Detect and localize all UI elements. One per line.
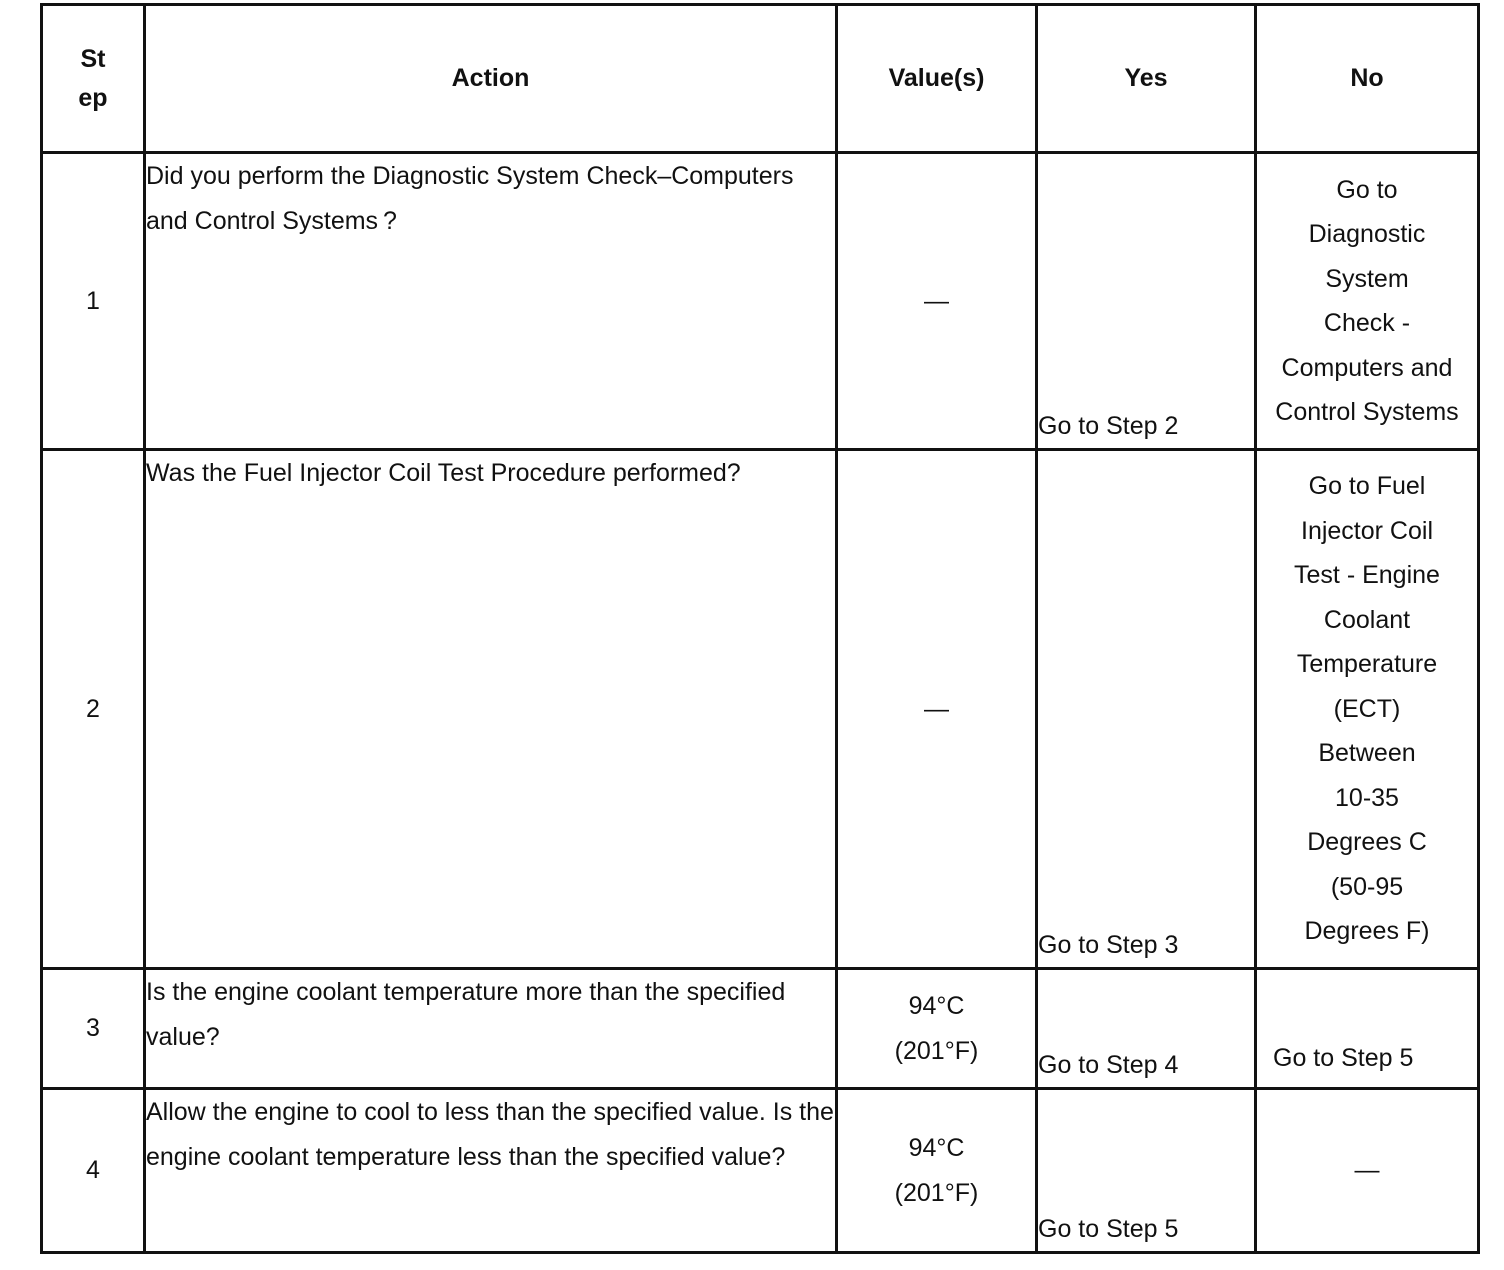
step-number: 3 xyxy=(42,969,145,1089)
header-values: Value(s) xyxy=(837,5,1037,153)
value-cell xyxy=(837,969,1037,1089)
action-text: Allow the engine to cool to less than the specified value. Is the engine coolant temperature less than the specified value? xyxy=(145,1089,837,1253)
no-line: Between xyxy=(1318,739,1416,768)
table-row xyxy=(42,1089,1479,1253)
step-number: 4 xyxy=(42,1089,145,1253)
value-celsius: 94°C xyxy=(908,1134,965,1162)
no-line: System xyxy=(1325,264,1409,293)
no-cell xyxy=(1256,450,1479,969)
value-cell: — xyxy=(837,153,1037,450)
header-step-line2: ep xyxy=(78,83,108,112)
no-cell: — xyxy=(1256,1089,1479,1253)
no-line: Control Systems xyxy=(1275,398,1459,426)
value-cell: — xyxy=(837,450,1037,969)
no-line: Degrees C xyxy=(1307,828,1427,857)
no-line: Temperature xyxy=(1296,650,1438,679)
no-line: (50-95 xyxy=(1330,872,1404,901)
no-line: Check - xyxy=(1323,309,1411,337)
yes-cell: Go to Step 5 xyxy=(1037,1089,1256,1253)
table-row xyxy=(42,450,1479,969)
no-line: Computers and xyxy=(1281,353,1453,382)
diagnostic-table xyxy=(40,3,1480,1254)
value-celsius: 94°C xyxy=(908,992,965,1020)
header-step xyxy=(42,5,145,153)
step-number: 1 xyxy=(42,153,145,450)
no-line: Coolant xyxy=(1323,605,1411,634)
no-line: 10-35 xyxy=(1335,783,1399,812)
action-text: Did you perform the Diagnostic System Check–Computers and Control Systems ? xyxy=(145,153,837,450)
table-row xyxy=(42,153,1479,450)
header-step-line1: St xyxy=(80,44,106,73)
no-line: Go to xyxy=(1336,175,1398,204)
no-line: Diagnostic xyxy=(1308,220,1426,248)
yes-cell: Go to Step 4 xyxy=(1037,969,1256,1089)
value-fahrenheit: (201°F) xyxy=(894,1178,979,1207)
no-cell xyxy=(1256,153,1479,450)
no-line: Injector Coil xyxy=(1301,516,1433,545)
header-yes: Yes xyxy=(1037,5,1256,153)
no-line: Go to Fuel xyxy=(1308,472,1426,501)
action-text: Is the engine coolant temperature more than the specified value? xyxy=(145,969,837,1089)
action-text: Was the Fuel Injector Coil Test Procedure performed? xyxy=(145,450,837,969)
step-number: 2 xyxy=(42,450,145,969)
no-cell: Go to Step 5 xyxy=(1256,969,1479,1089)
value-cell xyxy=(837,1089,1037,1253)
header-no: No xyxy=(1256,5,1479,153)
no-line: (ECT) xyxy=(1333,694,1401,723)
value-fahrenheit: (201°F) xyxy=(894,1036,979,1065)
yes-cell: Go to Step 2 xyxy=(1037,153,1256,450)
no-line: Degrees F) xyxy=(1304,917,1430,946)
header-row xyxy=(42,5,1479,153)
table-row xyxy=(42,969,1479,1089)
no-line: Test - Engine xyxy=(1294,561,1440,590)
yes-cell: Go to Step 3 xyxy=(1037,450,1256,969)
header-action: Action xyxy=(145,5,837,153)
